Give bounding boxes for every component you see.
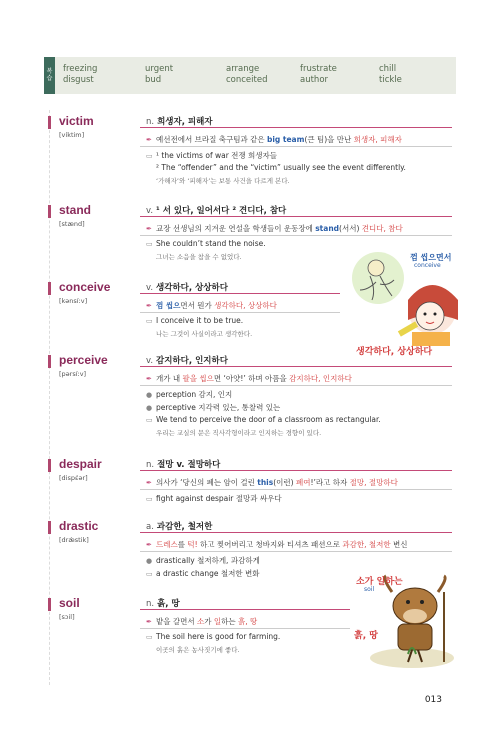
mnemonic-line: ✒ 교장 선생님의 지겨운 연설을 학생들이 운동장에 stand(서서) 견디다, 참다 xyxy=(146,224,403,233)
headword: victim xyxy=(59,114,94,128)
mnemonic-icon: ✒ xyxy=(146,136,152,144)
review-word: freezing xyxy=(63,64,98,74)
divider xyxy=(140,609,350,610)
example-icon: ▭ xyxy=(146,152,153,160)
example-line: ▭ fight against despair 절망과 싸우다 xyxy=(146,494,282,503)
phonetic: [drǽstik] xyxy=(59,536,89,544)
definition: v. 감지하다, 인지하다 xyxy=(146,356,228,366)
phonetic: [dispέər] xyxy=(59,474,88,482)
example-icon: ▭ xyxy=(146,495,153,503)
example-icon: ▭ xyxy=(146,416,153,424)
example-line: ▭ ¹ the victims of war 전쟁 희생자들 xyxy=(146,151,278,160)
definition xyxy=(146,115,213,127)
example-translation: 나는 그것이 사실이라고 생각한다. xyxy=(156,330,253,338)
review-word: arrange xyxy=(226,64,260,74)
phonetic: [kənsíːv] xyxy=(59,297,88,305)
review-word: urgent xyxy=(145,64,174,74)
derivative-line: ● perception 감지, 인지 xyxy=(146,390,233,399)
divider xyxy=(140,551,452,552)
divider xyxy=(140,489,452,490)
conceive-illustration xyxy=(350,248,460,360)
illus-caption-bottom: 생각하다, 상상하다 xyxy=(356,347,433,357)
example-line: ▭ I conceive it to be true. xyxy=(146,316,244,325)
definition: a. 과감한, 철저한 xyxy=(146,522,213,532)
mnemonic-line: ✒ 예선전에서 브라질 축구팀과 같은 big team(큰 팀)을 만난 희생자, 피해자 xyxy=(146,135,402,144)
derivative-line: ● drastically 철저하게, 과감하게 xyxy=(146,556,260,565)
mnemonic-line: ✒ 의사가 ‘당신의 폐는 암이 걸린 this(이런) 폐여!’라고 하자 절망, 절망하다 xyxy=(146,478,398,487)
divider xyxy=(140,628,350,629)
divider xyxy=(140,127,452,128)
derivative-line: ● perceptive 지각력 있는, 통찰력 있는 xyxy=(146,403,281,412)
example-line: ▭ The soil here is good for farming. xyxy=(146,632,281,641)
definition: v. 생각하다, 상상하다 xyxy=(146,283,228,293)
divider xyxy=(140,312,340,313)
divider xyxy=(140,532,452,533)
divider xyxy=(140,470,452,471)
divider xyxy=(140,216,452,217)
entry-marker xyxy=(48,116,51,129)
entry-marker xyxy=(48,459,51,472)
example-icon: ▭ xyxy=(146,633,153,641)
phonetic: [sɔil] xyxy=(59,613,75,621)
phonetic: [víktim] xyxy=(59,131,85,139)
mnemonic-line: ✒ 껌 씹으면서 뭔가 생각하다, 상상하다 xyxy=(146,301,277,310)
meaning: 희생자, 피해자 xyxy=(157,117,213,127)
mnemonic-icon: ✒ xyxy=(146,618,152,626)
phonetic: [pərsíːv] xyxy=(59,370,87,378)
divider xyxy=(140,146,452,147)
example-line: ▭ a drastic change 철저한 변화 xyxy=(146,569,260,578)
headword: drastic xyxy=(59,519,99,533)
definition: n. 절망 v. 절망하다 xyxy=(146,460,221,470)
example-translation: 우리는 교실의 문은 직사각형이라고 인지하는 경향이 있다. xyxy=(156,429,322,437)
entry-marker xyxy=(48,282,51,295)
example-line: ▭ We tend to perceive the door of a classroom as rectangular. xyxy=(146,415,381,424)
headword: despair xyxy=(59,457,102,471)
review-tab-label: 복습 xyxy=(46,68,53,82)
entry-marker xyxy=(48,598,51,611)
entry-marker xyxy=(48,205,51,218)
illus-caption-en: conceive xyxy=(414,262,441,269)
example-icon: ▭ xyxy=(146,240,153,248)
headword: stand xyxy=(59,203,92,217)
divider xyxy=(140,385,452,386)
definition: v. ¹ 서 있다, 일어서다 ² 견디다, 참다 xyxy=(146,206,287,216)
divider xyxy=(140,293,340,294)
divider xyxy=(140,366,452,367)
part-of-speech: n. xyxy=(146,117,155,127)
review-word: conceited xyxy=(226,75,268,85)
entry-marker xyxy=(48,355,51,368)
example-translation: 그녀는 소음을 참을 수 없었다. xyxy=(156,253,242,261)
review-word: author xyxy=(300,75,329,85)
bullet-icon: ● xyxy=(146,404,153,412)
phonetic: [stænd] xyxy=(59,220,85,228)
illus-caption-top: 껌 씹으면서 xyxy=(410,253,452,262)
review-word: frustrate xyxy=(300,64,337,74)
review-word: tickle xyxy=(379,75,402,85)
soil-illustration xyxy=(352,572,458,672)
example-translation: ‘가해자’와 ‘피해자’는 보통 사건을 다르게 본다. xyxy=(156,177,290,185)
headword: soil xyxy=(59,596,80,610)
bullet-icon: ● xyxy=(146,391,153,399)
mnemonic-icon: ✒ xyxy=(146,225,152,233)
mnemonic-icon: ✒ xyxy=(146,541,152,549)
entry-marker xyxy=(48,521,51,534)
review-word: chill xyxy=(379,64,397,74)
illus-caption-bottom: 흙, 땅 xyxy=(354,631,378,641)
divider xyxy=(140,235,452,236)
mnemonic-line: ✒ 드레스를 턱! 하고 찢어버리고 청바지와 티셔츠 패션으로 과감한, 철저한 변신 xyxy=(146,540,408,549)
mnemonic-line: ✒ 밭을 갈면서 소가 일하는 흙, 땅 xyxy=(146,617,258,626)
mnemonic-icon: ✒ xyxy=(146,302,152,310)
review-box xyxy=(44,57,456,94)
mnemonic-line: ✒ 개가 내 팔을 씹으면 ‘아얏!’ 하며 아픔을 감지하다, 인지하다 xyxy=(146,374,352,383)
illus-caption-en: soil xyxy=(364,586,375,593)
mnemonic-icon: ✒ xyxy=(146,479,152,487)
review-word: disgust xyxy=(63,75,94,85)
example-translation: 이곳의 흙은 농사짓기에 좋다. xyxy=(156,646,240,654)
headword: conceive xyxy=(59,280,111,294)
illus-caption-top: 소가 일하는 xyxy=(356,577,403,587)
headword: perceive xyxy=(59,353,108,367)
example-line: ² The “offender” and the “victim” usually see the event differently. xyxy=(156,163,406,172)
example-line: ▭ She couldn’t stand the noise. xyxy=(146,239,266,248)
page-number: 013 xyxy=(424,695,442,705)
example-icon: ▭ xyxy=(146,570,153,578)
example-icon: ▭ xyxy=(146,317,153,325)
bullet-icon: ● xyxy=(146,557,153,565)
review-tab xyxy=(44,57,55,94)
review-word: bud xyxy=(145,75,162,85)
mnemonic-icon: ✒ xyxy=(146,375,152,383)
definition: n. 흙, 땅 xyxy=(146,599,180,609)
